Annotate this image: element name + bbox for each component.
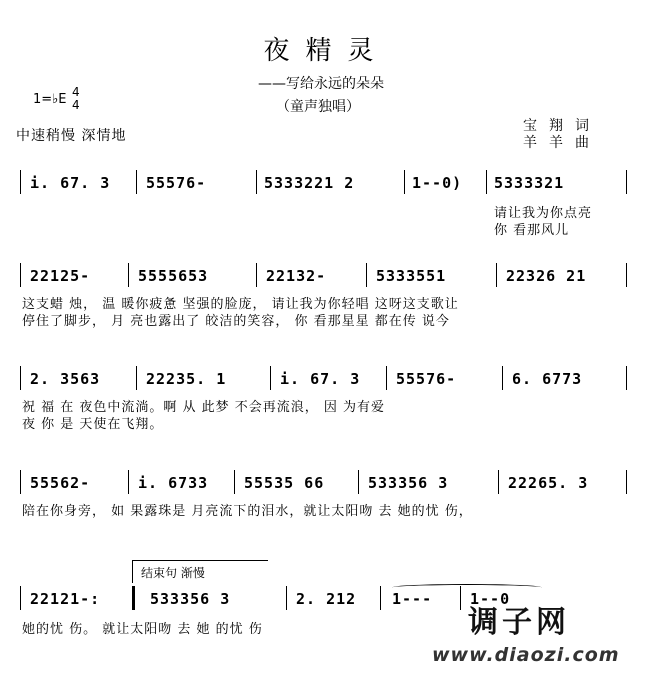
measure-2-5: 22326 21 xyxy=(506,267,587,285)
lyrics-2-verse-1: 这支蜡 烛， 温 暖你疲惫 坚强的脸庞， 请让我为你轻唱 这呀这支歌让 xyxy=(22,297,459,312)
lyricist-credit: 宝翔词 xyxy=(523,118,601,134)
measure-4-4: 533356 3 xyxy=(368,474,449,492)
measure-1-1: i. 67. 3 xyxy=(30,174,111,192)
measure-1-4: 1--0) xyxy=(412,174,463,192)
performance-note: （童声独唱） xyxy=(276,99,360,115)
measure-4-3: 55535 66 xyxy=(244,474,325,492)
measure-5-5: 1--0 xyxy=(470,590,511,608)
measure-4-1: 55562- xyxy=(30,474,91,492)
tempo-marking: 中速稍慢 深情地 xyxy=(16,128,127,144)
measure-3-2: 22235. 1 xyxy=(146,370,227,388)
measure-3-4: 55576- xyxy=(396,370,457,388)
measure-5-2: 533356 3 xyxy=(150,590,231,608)
measure-4-2: i. 6733 xyxy=(138,474,209,492)
measure-3-5: 6. 6773 xyxy=(512,370,583,388)
time-signature xyxy=(72,86,80,112)
ending-note: 结束句 渐慢 xyxy=(141,566,205,580)
lyrics-3-verse-1: 祝 福 在 夜色中流淌。啊 从 此梦 不会再流浪， 因 为有爱 xyxy=(22,400,386,415)
lyrics-4-verse-1: 陪在你身旁， 如 果露珠是 月亮流下的泪水，就让太阳吻 去 她的忧 伤， xyxy=(22,504,473,519)
measure-5-3: 2. 212 xyxy=(296,590,357,608)
measure-2-3: 22132- xyxy=(266,267,327,285)
lyrics-2-verse-2: 停住了脚步， 月 亮也露出了 皎洁的笑容， 你 看那星星 都在传 说今 xyxy=(22,314,450,329)
measure-3-3: i. 67. 3 xyxy=(280,370,361,388)
lyrics-3-verse-2: 夜 你 是 天使在飞翔。 xyxy=(22,417,164,432)
meter-bottom: 4 xyxy=(72,98,80,112)
lyrics-1-verse-2: 你 看那风儿 xyxy=(494,223,570,238)
lyrics-1-verse-1: 请让我为你点亮 xyxy=(494,206,593,221)
song-title: 夜精灵 xyxy=(263,36,390,66)
measure-2-4: 5333551 xyxy=(376,267,447,285)
measure-3-1: 2. 3563 xyxy=(30,370,101,388)
song-subtitle: ——写给永远的朵朵 xyxy=(258,76,384,92)
key-signature: 1=♭E xyxy=(33,92,67,107)
watermark-url: www.diaozi.com xyxy=(432,644,620,666)
measure-1-3: 5333221 2 xyxy=(264,174,355,192)
measure-4-5: 22265. 3 xyxy=(508,474,589,492)
composer-credit: 羊羊曲 xyxy=(523,135,601,151)
meter-top: 4 xyxy=(72,85,80,99)
measure-2-1: 22125- xyxy=(30,267,91,285)
measure-1-2: 55576- xyxy=(146,174,207,192)
measure-5-1: 22121-: xyxy=(30,590,101,608)
watermark-logo: 调子网 xyxy=(468,605,570,640)
lyrics-5-verse-1: 她的忧 伤。 就让太阳吻 去 她 的忧 伤 xyxy=(22,622,263,637)
measure-5-4: 1--- xyxy=(392,590,433,608)
measure-2-2: 5555653 xyxy=(138,267,209,285)
measure-1-5: 5333321 xyxy=(494,174,565,192)
ending-box xyxy=(132,560,268,583)
